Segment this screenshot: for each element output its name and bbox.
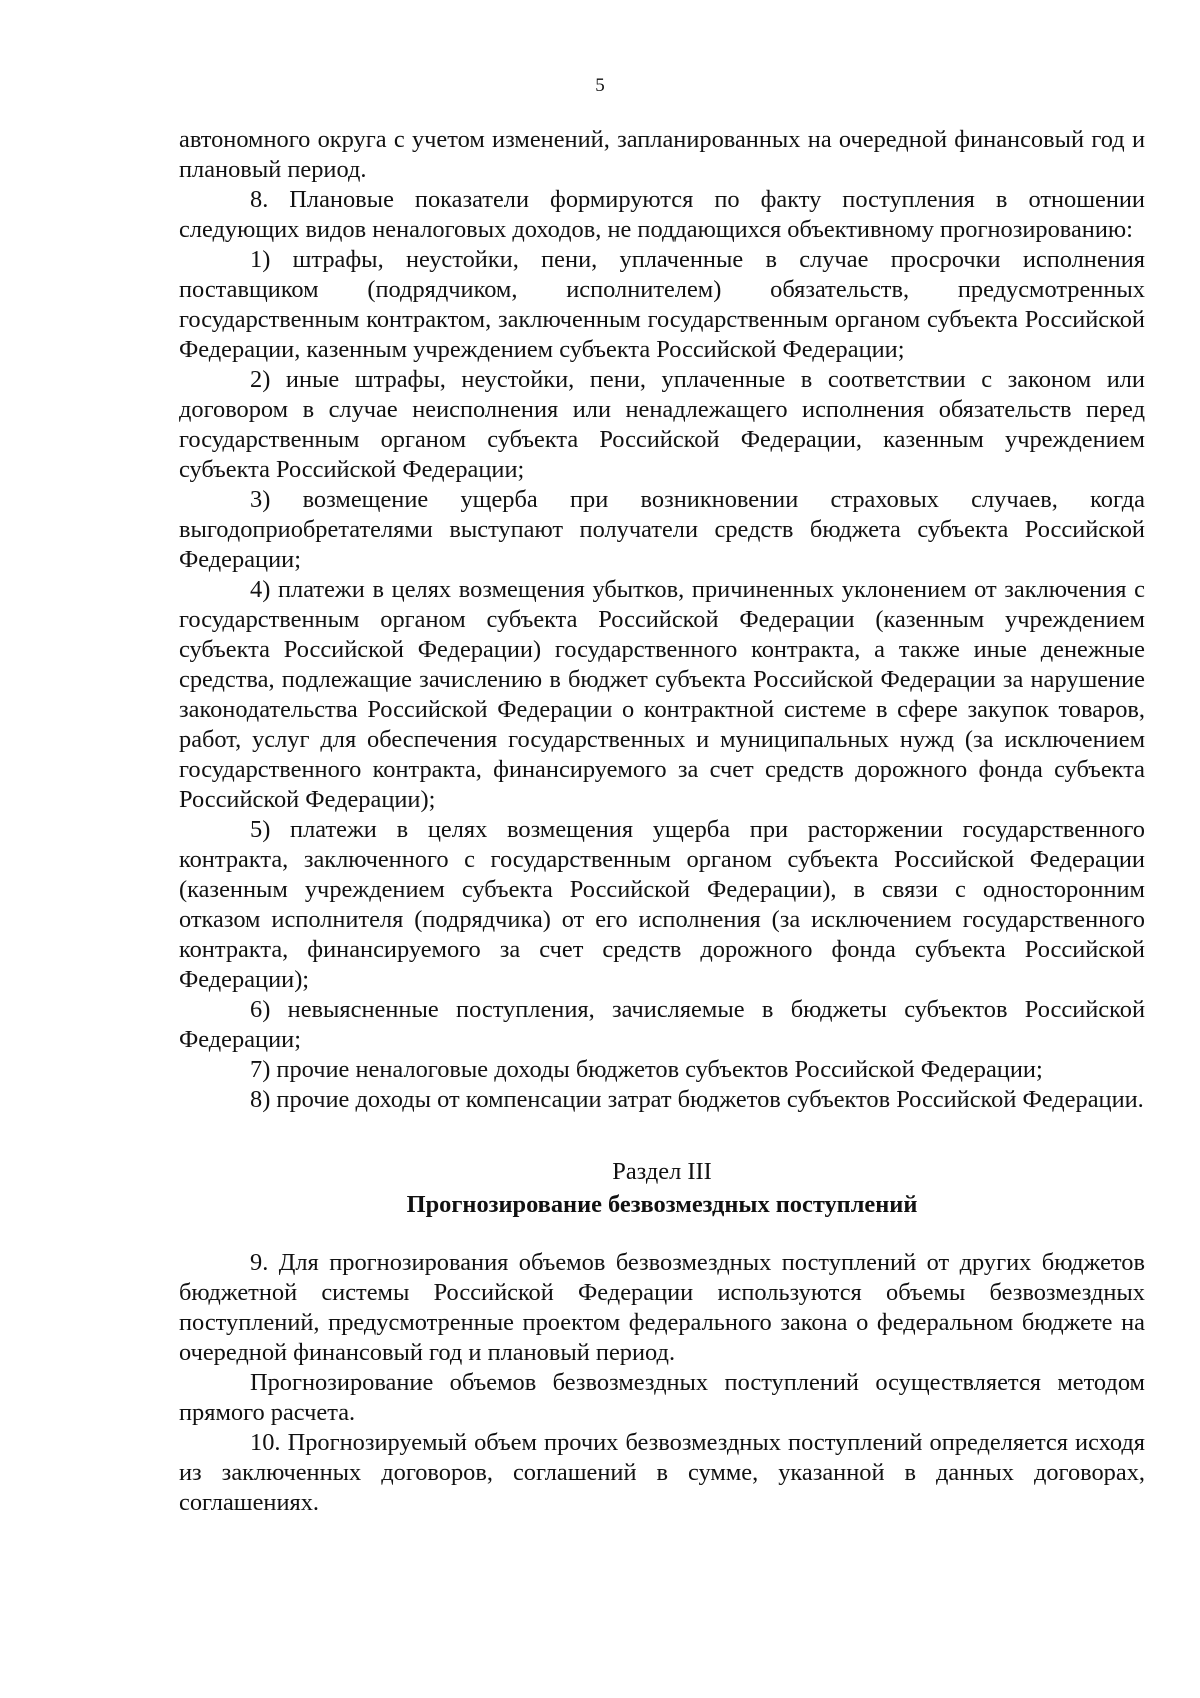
subitem-2: 2) иные штрафы, неустойки, пени, уплаченные в соответствии с законом или договором в случае неисполнения или ненадлежащего исполнения обязательств перед государственным органом субъекта Российской Федерации, казенным учреждением субъекта Российской Федерации;	[179, 366, 1145, 483]
subitem-8: 8) прочие доходы от компенсации затрат бюджетов субъектов Российской Федерации.	[250, 1086, 1144, 1113]
section-title: Прогнозирование безвозмездных поступлений	[406, 1191, 918, 1218]
subitem-7: 7) прочие неналоговые доходы бюджетов субъектов Российской Федерации;	[250, 1056, 1043, 1083]
document-body	[179, 125, 1145, 1518]
paragraph-item-8: 8. Плановые показатели формируются по факту поступления в отношении следующих видов неналоговых доходов, не поддающихся объективному прогнозированию:	[179, 186, 1145, 243]
subitem-3: 3) возмещение ущерба при возникновении страховых случаев, когда выгодоприобретателями выступают получатели средств бюджета субъекта Российской Федерации;	[179, 486, 1145, 573]
subitem-5: 5) платежи в целях возмещения ущерба при расторжении государственного контракта, заключенного с государственным органом субъекта Российской Федерации (казенным учреждением субъекта Российской Федерации), в связи с односторонним отказом исполнителя (подрядчика) от его исполнения (за исключением государственного контракта, финансируемого за счет средств дорожного фонда субъекта Российской Федерации);	[179, 816, 1145, 993]
paragraph-item-9: 9. Для прогнозирования объемов безвозмездных поступлений от других бюджетов бюджетной системы Российской Федерации используются объемы безвозмездных поступлений, предусмотренные проектом федерального закона о федеральном бюджете на очередной финансовый год и плановый период.	[179, 1249, 1145, 1366]
paragraph-forecasting-method: Прогнозирование объемов безвозмездных поступлений осуществляется методом прямого расчета.	[179, 1369, 1145, 1426]
paragraph-item-10: 10. Прогнозируемый объем прочих безвозмездных поступлений определяется исходя из заключенных договоров, соглашений в сумме, указанной в данных договорах, соглашениях.	[179, 1429, 1145, 1516]
subitem-1: 1) штрафы, неустойки, пени, уплаченные в случае просрочки исполнения поставщиком (подрядчиком, исполнителем) обязательств, предусмотренных государственным контрактом, заключенным государственным органом субъекта Российской Федерации, казенным учреждением субъекта Российской Федерации;	[179, 246, 1145, 363]
subitem-4: 4) платежи в целях возмещения убытков, причиненных уклонением от заключения с государственным органом субъекта Российской Федерации (казенным учреждением субъекта Российской Федерации) государственного контракта, а также иные денежные средства, подлежащие зачислению в бюджет субъекта Российской Федерации за нарушение законодательства Российской Федерации о контрактной системе в сфере закупок товаров, работ, услуг для обеспечения государственных и муниципальных нужд (за исключением государственного контракта, финансируемого за счет средств дорожного фонда субъекта Российской Федерации);	[179, 576, 1145, 813]
section-label: Раздел III	[612, 1158, 712, 1185]
page-number: 5	[595, 75, 605, 96]
paragraph-continuation: автономного округа с учетом изменений, запланированных на очередной финансовый год и плановый период.	[179, 126, 1145, 183]
section-heading	[179, 1157, 1145, 1220]
subitem-6: 6) невыясненные поступления, зачисляемые в бюджеты субъектов Российской Федерации;	[179, 996, 1145, 1053]
